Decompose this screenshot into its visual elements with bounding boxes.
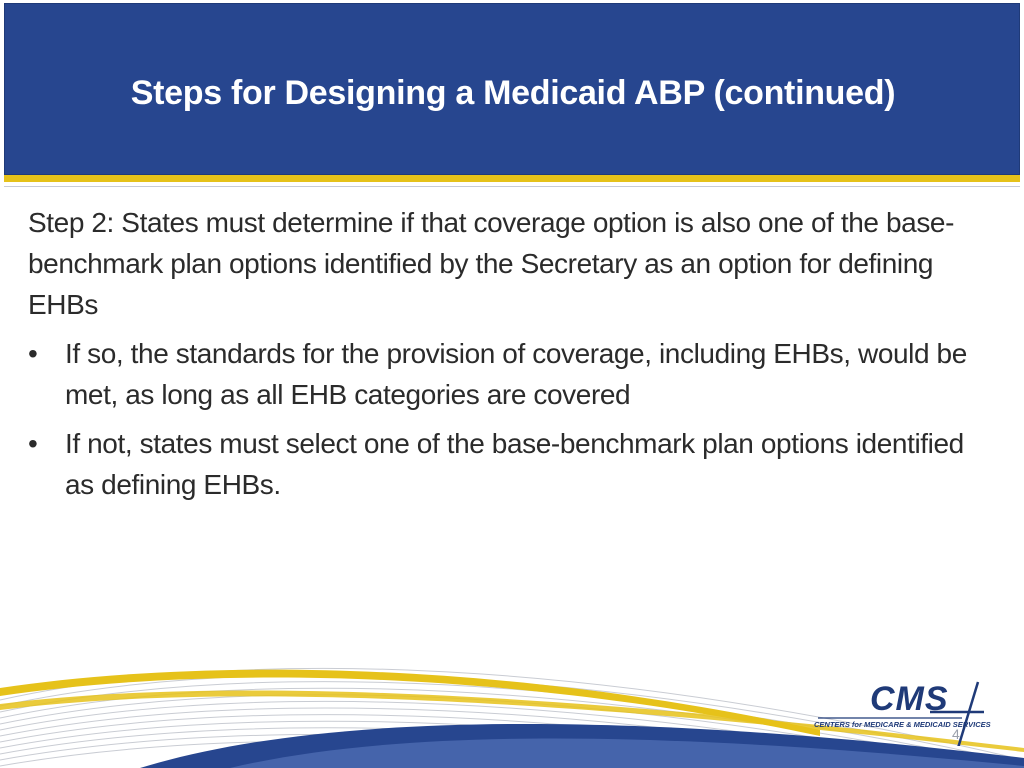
title-bar [4, 3, 1020, 175]
bullet-item [28, 423, 968, 505]
slide-body [28, 202, 968, 513]
bullet-text: If not, states must select one of the base-benchmark plan options identified as defining EHBs. [65, 428, 964, 500]
cms-logo-mark: CMS [870, 680, 949, 718]
title-gold-rule [4, 175, 1020, 182]
title-thin-rule [4, 186, 1020, 187]
bullet-list [28, 333, 968, 505]
cms-logo-subtitle: CENTERS for MEDICARE & MEDICAID SERVICES [814, 720, 991, 729]
bullet-item [28, 333, 968, 415]
intro-paragraph: Step 2: States must determine if that coverage option is also one of the base-benchmark plan options identified by the Secretary as an option for defining EHBs [28, 207, 955, 320]
bullet-marker: • [28, 428, 38, 459]
cms-logo [812, 678, 992, 746]
bullet-marker: • [28, 338, 38, 369]
page-number: 4 [952, 726, 960, 742]
bullet-text: If so, the standards for the provision of coverage, including EHBs, would be met, as long as all EHB categories are covered [65, 338, 967, 410]
slide-title: Steps for Designing a Medicaid ABP (continued) [130, 74, 896, 112]
